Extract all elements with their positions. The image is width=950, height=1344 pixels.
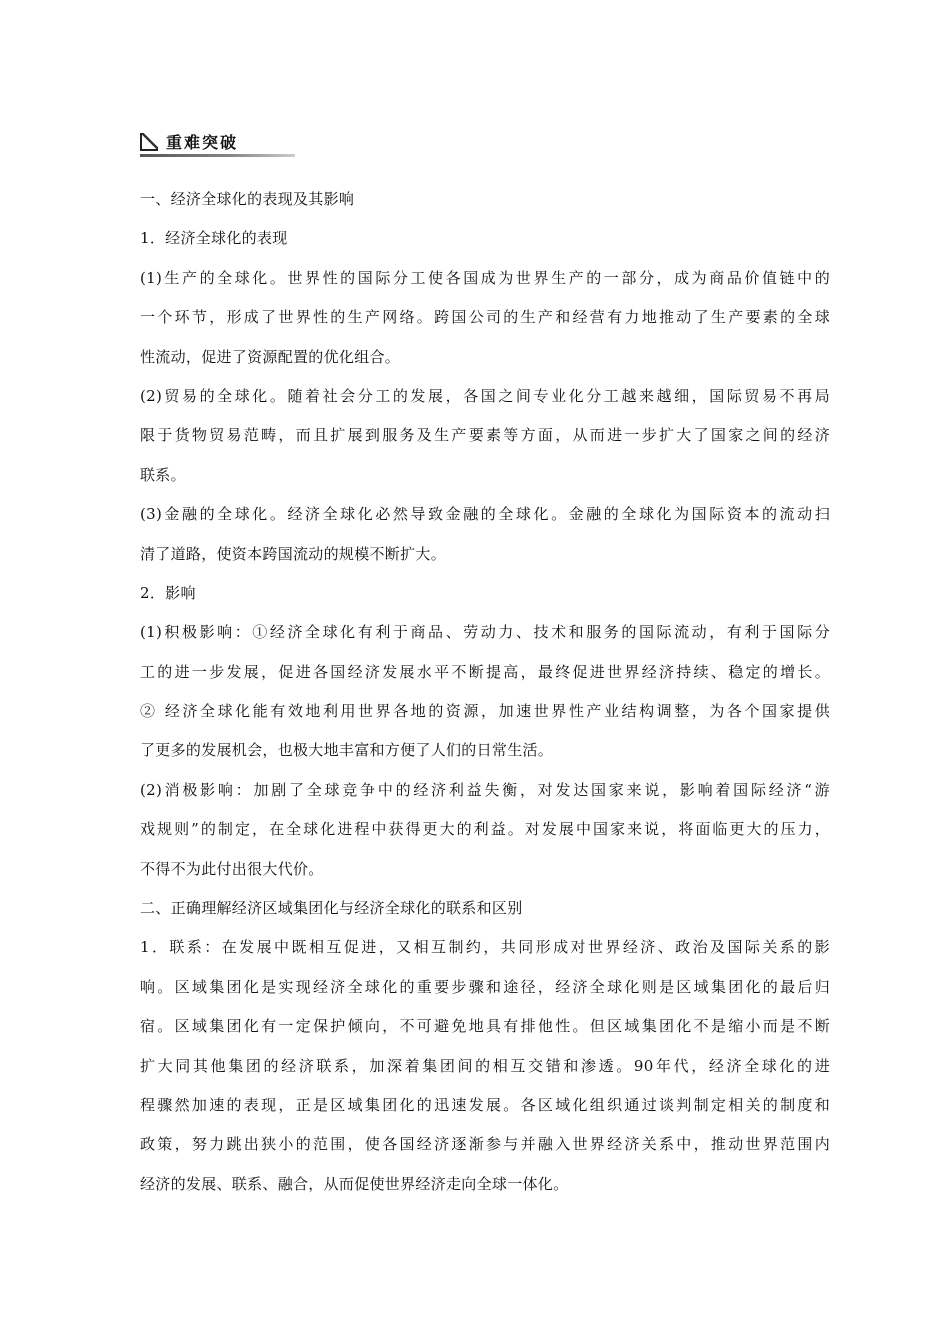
- text-line: 2．影响: [140, 583, 196, 602]
- text-line: ② 经济全球化能有效地利用世界各地的资源，加速世界性产业结构调整，为各个国家提供: [140, 702, 830, 721]
- text-line: 1．联系：在发展中既相互促进，又相互制约，共同形成对世界经济、政治及国际关系的影: [140, 938, 830, 957]
- text-line: 性流动，促进了资源配置的优化组合。: [140, 347, 401, 366]
- text-line: 一个环节，形成了世界性的生产网络。跨国公司的生产和经营有力地推动了生产要素的全球: [140, 308, 830, 327]
- text-line: 限于货物贸易范畴，而且扩展到服务及生产要素等方面，从而进一步扩大了国家之间的经济: [140, 426, 830, 445]
- text-line: 联系。: [140, 465, 186, 484]
- text-line: (1)积极影响：①经济全球化有利于商品、劳动力、技术和服务的国际流动，有利于国际分: [140, 623, 830, 642]
- text-line: (1)生产的全球化。世界性的国际分工使各国成为世界生产的一部分，成为商品价值链中的: [140, 268, 830, 287]
- text-line: 二、正确理解经济区域集团化与经济全球化的联系和区别: [140, 899, 523, 918]
- text-line: 不得不为此付出很大代价。: [140, 859, 324, 878]
- document-body: [140, 180, 830, 1204]
- section-underline: [140, 154, 295, 157]
- text-line: 1．经济全球化的表现: [140, 229, 288, 248]
- text-line: (3)金融的全球化。经济全球化必然导致金融的全球化。金融的全球化为国际资本的流动扫: [140, 505, 830, 524]
- text-line: 程骤然加速的表现，正是区域集团化的迅速发展。各区域化组织通过谈判制定相关的制度和: [140, 1095, 830, 1114]
- text-line: 清了道路，使资本跨国流动的规模不断扩大。: [140, 544, 447, 563]
- text-line: 响。区域集团化是实现经济全球化的重要步骤和途径，经济全球化则是区域集团化的最后归: [140, 977, 830, 996]
- text-line: 工的进一步发展，促进各国经济发展水平不断提高，最终促进世界经济持续、稳定的增长。: [140, 662, 830, 681]
- text-line: 经济的发展、联系、融合，从而促使世界经济走向全球一体化。: [140, 1174, 569, 1193]
- text-line: 宿。区域集团化有一定保护倾向，不可避免地具有排他性。但区域集团化不是缩小而是不断: [140, 1017, 830, 1036]
- text-line: 一、经济全球化的表现及其影响: [140, 190, 355, 208]
- text-line: (2)消极影响：加剧了全球竞争中的经济利益失衡，对发达国家来说，影响着国际经济“游: [140, 780, 830, 799]
- section-marker-icon: [140, 133, 158, 151]
- text-line: 政策，努力跳出狭小的范围，使各国经济逐渐参与并融入世界经济关系中，推动世界范围内: [140, 1135, 830, 1154]
- text-line: 扩大同其他集团的经济联系，加深着集团间的相互交错和渗透。90年代，经济全球化的进: [140, 1056, 830, 1075]
- text-line: (2)贸易的全球化。随着社会分工的发展，各国之间专业化分工越来越细，国际贸易不再局: [140, 386, 830, 405]
- section-header: [140, 128, 295, 158]
- text-line: 戏规则”的制定，在全球化进程中获得更大的利益。对发展中国家来说，将面临更大的压力，: [140, 820, 830, 839]
- text-line: 了更多的发展机会，也极大地丰富和方便了人们的日常生活。: [140, 741, 554, 760]
- section-title: 重难突破: [166, 133, 239, 152]
